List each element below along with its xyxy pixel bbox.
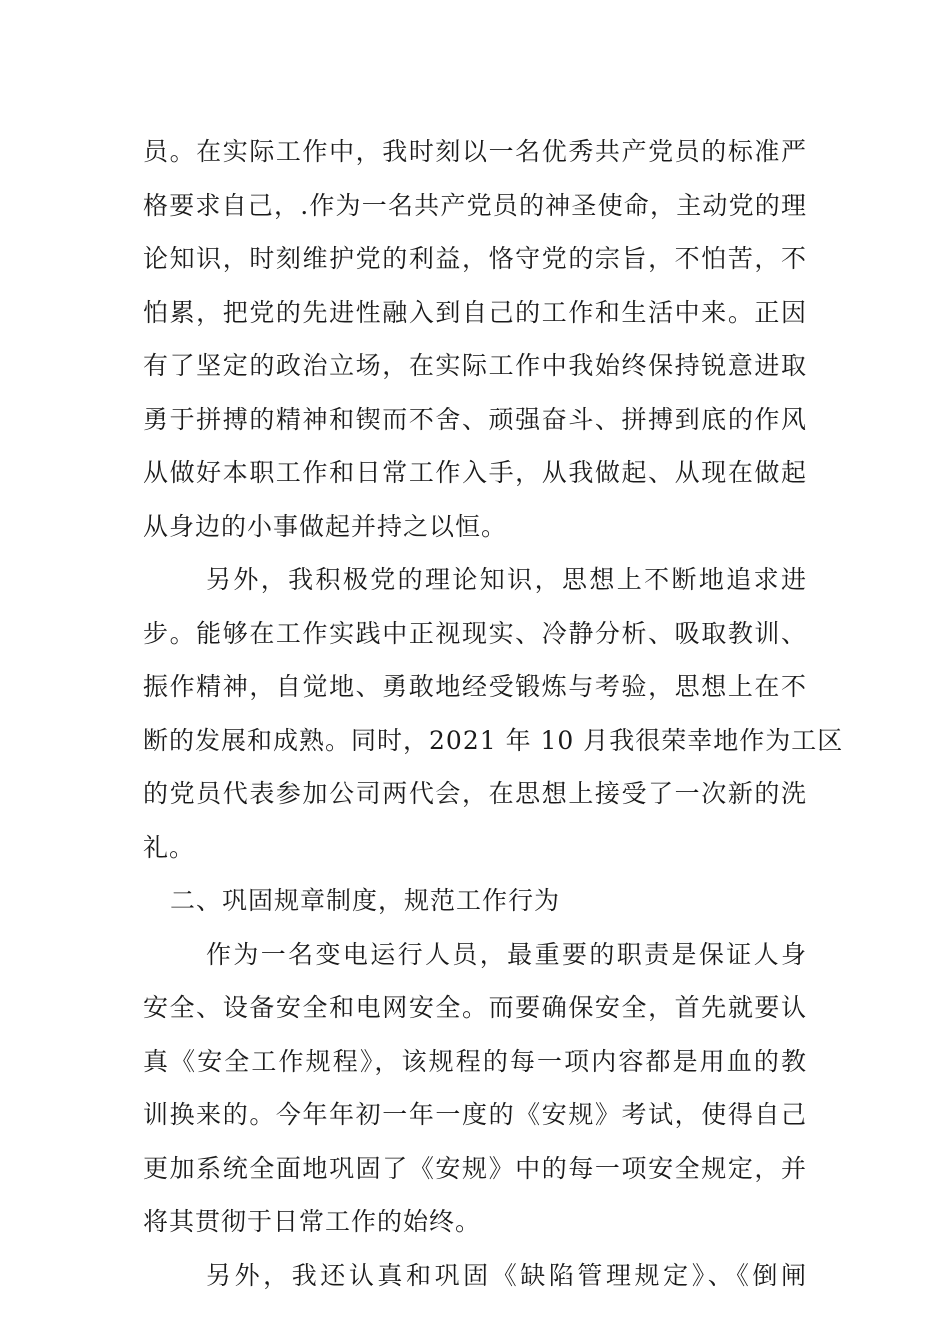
- text-line: 有了坚定的政治立场，在实际工作中我始终保持锐意进取: [143, 351, 807, 380]
- text-line: 断的发展和成熟。同时，2021 年 10 月我很荣幸地作为工区: [143, 725, 844, 755]
- text-line: 安全、设备安全和电网安全。而要确保安全，首先就要认: [143, 993, 807, 1022]
- text-line: 步。能够在工作实践中正视现实、冷静分析、吸取教训、: [143, 618, 807, 648]
- text-line: 怕累，把党的先进性融入到自己的工作和生活中来。正因: [143, 297, 807, 327]
- text-line: 论知识，时刻维护党的利益，恪守党的宗旨，不怕苦，不: [143, 244, 807, 273]
- paragraph-first-line: 另外，我积极党的理论知识，思想上不断地追求进: [206, 565, 807, 594]
- text-line: 勇于拼搏的精神和锲而不舍、顽强奋斗、拼搏到底的作风: [143, 404, 807, 434]
- text-line: 真《安全工作规程》，该规程的每一项内容都是用血的教: [143, 1046, 807, 1076]
- text-line: 格要求自己，.作为一名共产党员的神圣使命，主动党的理: [143, 190, 807, 220]
- text-line: 振作精神，自觉地、勇敢地经受锻炼与考验，思想上在不: [143, 672, 807, 701]
- paragraph-first-line: 作为一名变电运行人员，最重要的职责是保证人身: [206, 939, 807, 969]
- text-line: 从做好本职工作和日常工作入手，从我做起、从现在做起: [143, 458, 807, 487]
- text-line: 员。在实际工作中，我时刻以一名优秀共产党员的标准严: [143, 137, 807, 166]
- text-line: 更加系统全面地巩固了《安规》中的每一项安全规定，并: [143, 1153, 807, 1183]
- text-line: 礼。: [143, 832, 196, 862]
- paragraph-first-line: 另外，我还认真和巩固《缺陷管理规定》、《倒闸: [206, 1260, 807, 1290]
- document-body: [143, 125, 844, 1302]
- text-line: 的党员代表参加公司两代会，在思想上接受了一次新的洗: [143, 779, 807, 808]
- section-heading: 二、巩固规章制度，规范工作行为: [170, 886, 561, 915]
- text-line: 从身边的小事做起并持之以恒。: [143, 511, 508, 541]
- text-line: 将其贯彻于日常工作的始终。: [143, 1207, 482, 1236]
- text-line: 训换来的。今年年初一年一度的《安规》考试，使得自己: [143, 1100, 807, 1129]
